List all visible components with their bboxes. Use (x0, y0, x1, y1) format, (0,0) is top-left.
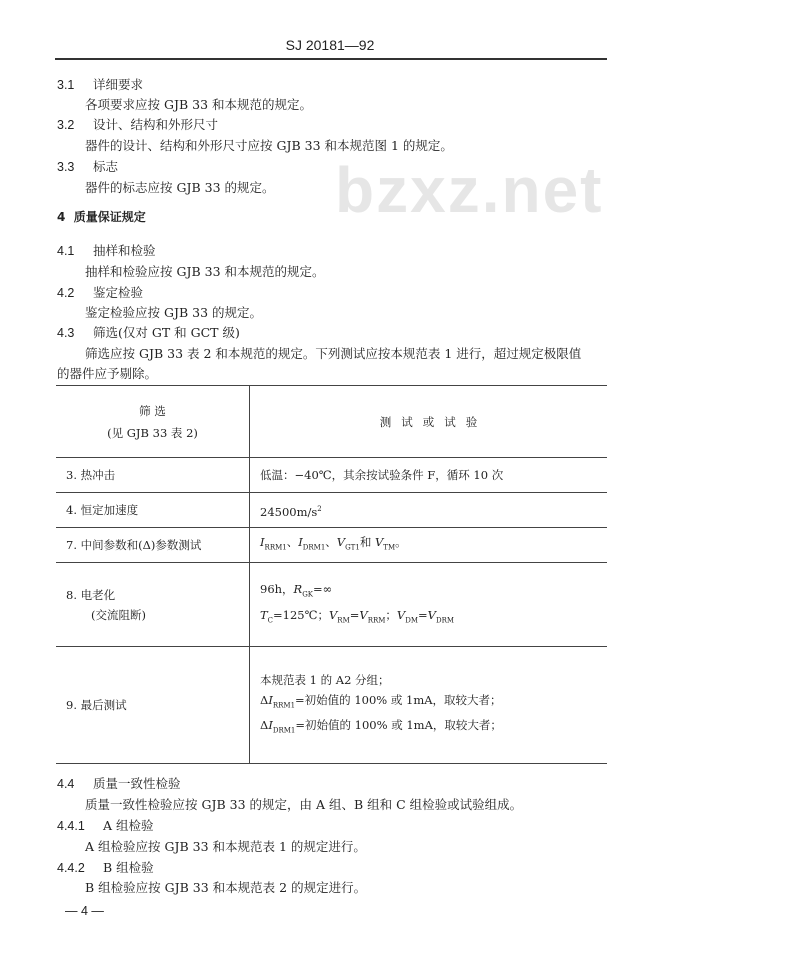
section-heading (57, 283, 143, 301)
section-heading (57, 323, 240, 341)
section-text: B 组检验应按 GJB 33 和本规范表 2 的规定进行。 (85, 880, 367, 895)
section-heading (57, 774, 181, 792)
header-rule (55, 58, 607, 60)
test-cell (250, 528, 608, 563)
section-title: 筛选(仅对 GT 和 GCT 级) (93, 325, 240, 340)
section-text: 器件的设计、结构和外形尺寸应按 GJB 33 和本规范图 1 的规定。 (85, 138, 453, 153)
test-text: 、 (325, 535, 337, 550)
section-number: 4.4.2 (57, 861, 85, 875)
section-number: 3.2 (57, 118, 75, 132)
subscript: DRM (435, 615, 455, 624)
test-line (260, 670, 607, 690)
test-line (260, 579, 607, 604)
subscript: C (267, 615, 274, 624)
header-test: 测试或试验 (250, 386, 608, 458)
subscript: RM (337, 615, 350, 624)
section-number: 4.4 (57, 777, 75, 791)
section-title: 标志 (93, 159, 119, 174)
chapter-title: 质量保证规定 (73, 210, 146, 224)
section-title: 质量一致性检验 (93, 776, 181, 791)
section-title: 鉴定检验 (93, 285, 144, 300)
test-text: =∞ (313, 582, 333, 597)
symbol: V (396, 607, 406, 622)
watermark: bzxz.net (335, 154, 604, 226)
screening-label: (交流阻断) (91, 607, 146, 622)
test-cell (250, 458, 608, 493)
section-title: 详细要求 (93, 77, 144, 92)
test-text: =初始值的 100% 或 1mA，取较大者； (295, 718, 502, 732)
subscript: GK (302, 590, 314, 599)
screening-label: 7. 中间参数和(Δ)参数测试 (66, 538, 202, 552)
test-text: Δ (260, 718, 269, 732)
test-text: =初始值的 100% 或 1mA，取较大者； (295, 692, 502, 707)
subscript: DRM1 (272, 726, 296, 735)
subscript: TM (383, 543, 396, 552)
section-title: A 组检验 (103, 818, 154, 833)
test-text: 低温：−40℃，其余按试验条件 F，循环 10 次 (260, 468, 504, 482)
header-screening-title: 筛 选 (139, 403, 166, 418)
symbol: I (268, 718, 273, 732)
test-line (260, 532, 607, 557)
section-text-cont: 的器件应予剔除。 (57, 366, 158, 381)
subscript: DM (405, 615, 419, 624)
screening-label: 3. 热冲击 (66, 468, 116, 482)
screening-label: 4. 恒定加速度 (66, 503, 139, 517)
section-heading (57, 75, 143, 93)
test-line (260, 715, 607, 740)
symbol: V (374, 535, 384, 550)
test-line (260, 690, 607, 715)
screening-cell (56, 458, 250, 493)
section-text: A 组检验应按 GJB 33 和本规范表 1 的规定进行。 (85, 839, 366, 854)
section-title: B 组检验 (103, 860, 154, 875)
table-row (56, 563, 607, 647)
test-text: 。 (395, 535, 407, 550)
section-number: 4.3 (57, 326, 75, 340)
table-row (56, 493, 607, 528)
chapter-number: 4 (57, 210, 66, 224)
test-text: 、 (286, 535, 299, 550)
test-text: 96h， (260, 582, 294, 597)
section-text: 筛选应按 GJB 33 表 2 和本规范的规定。下列测试应按本规范表 1 进行，超过规定极限值 (85, 346, 582, 361)
test-text: 24500m/s (260, 504, 318, 519)
section-heading (57, 115, 218, 133)
screening-cell (56, 563, 250, 647)
test-line (260, 465, 607, 485)
test-cell (250, 493, 608, 528)
page-number: — 4 — (65, 904, 104, 918)
header-screening-ref: (见 GJB 33 表 2) (107, 425, 198, 440)
test-text: 和 (359, 535, 375, 550)
symbol: I (260, 535, 265, 550)
test-text: =125℃； (273, 607, 329, 622)
symbol: V (336, 535, 346, 550)
test-text: = (418, 607, 428, 622)
subscript: RRM1 (272, 701, 296, 709)
test-line (260, 605, 607, 630)
screening-cell (56, 493, 250, 528)
section-number: 3.1 (57, 78, 75, 92)
section-number: 3.3 (57, 160, 75, 174)
test-text: 本规范表 1 的 A2 分组； (260, 672, 390, 687)
table-header-row (56, 386, 607, 458)
document-id-header: SJ 20181—92 (285, 37, 375, 53)
section-text: 质量一致性检验应按 GJB 33 的规定，由 A 组、B 组和 C 组检验或试验组成。 (85, 797, 523, 812)
subscript: GT1 (345, 543, 360, 552)
symbol: I (298, 535, 303, 550)
test-text: ； (385, 607, 397, 622)
screening-table (56, 385, 607, 764)
test-cell (250, 563, 608, 647)
subscript: DRM1 (302, 543, 326, 552)
symbol: T (260, 607, 268, 622)
screening-cell (56, 647, 250, 764)
test-cell (250, 647, 608, 764)
test-line (260, 499, 607, 522)
symbol: V (328, 607, 338, 622)
section-text: 抽样和检验应按 GJB 33 和本规范的规定。 (85, 264, 325, 279)
section-text: 器件的标志应按 GJB 33 的规定。 (85, 180, 275, 195)
symbol: V (427, 607, 436, 622)
header-screening (56, 386, 250, 458)
section-text: 各项要求应按 GJB 33 和本规范的规定。 (85, 97, 313, 112)
section-title: 抽样和检验 (93, 243, 156, 258)
chapter-heading (57, 208, 146, 225)
screening-label: 8. 电老化 (66, 587, 116, 602)
section-number: 4.4.1 (57, 819, 85, 833)
section-number: 4.1 (57, 244, 75, 258)
section-title: 设计、结构和外形尺寸 (93, 117, 219, 132)
subscript: RRM1 (264, 543, 287, 552)
section-heading (57, 241, 156, 259)
screening-label: 9. 最后测试 (66, 698, 127, 712)
table-row (56, 528, 607, 563)
symbol: V (359, 607, 368, 622)
section-heading (57, 816, 154, 834)
test-text: = (349, 607, 360, 622)
table-row (56, 647, 607, 764)
section-number: 4.2 (57, 286, 75, 300)
screening-cell (56, 528, 250, 563)
symbol: I (268, 692, 273, 707)
section-heading (57, 157, 118, 175)
test-text: Δ (260, 692, 269, 707)
table-row (56, 458, 607, 493)
superscript: 2 (317, 504, 322, 513)
subscript: RRM (367, 615, 386, 624)
section-heading (57, 858, 154, 876)
section-text: 鉴定检验应按 GJB 33 的规定。 (85, 305, 263, 320)
symbol: R (293, 582, 303, 597)
